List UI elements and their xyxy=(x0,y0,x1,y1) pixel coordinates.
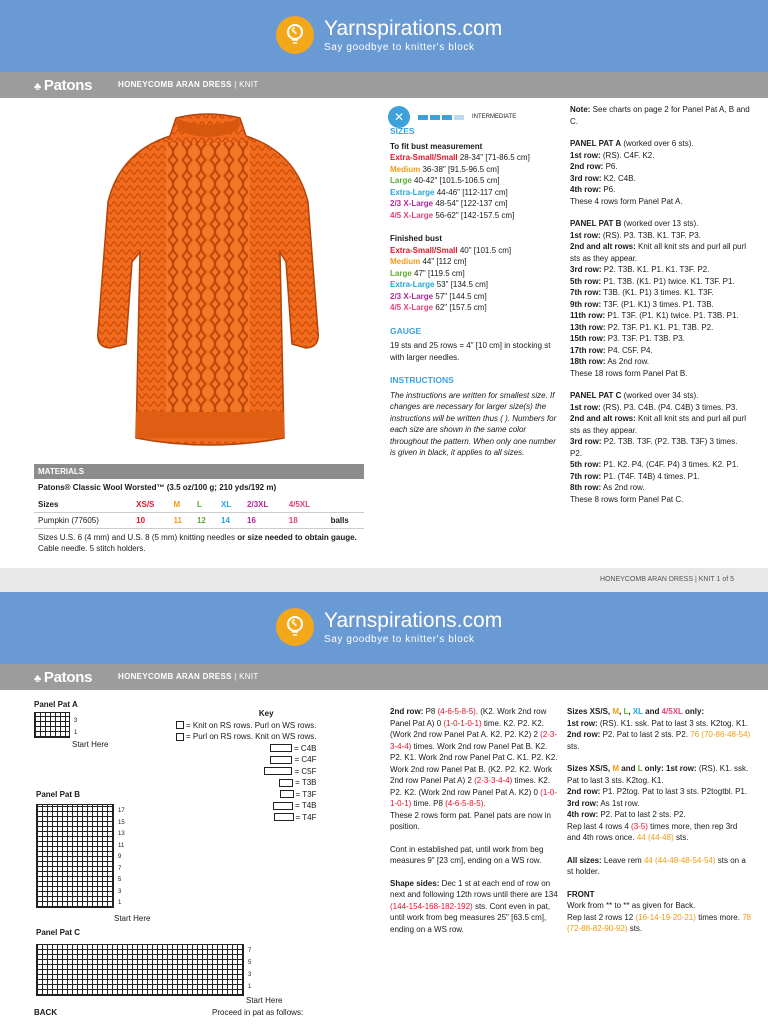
armhole-instructions: Sizes XS/S, M, L, XL and 4/5XL only: 1st row: (RS). K1. ssk. Pat to last 3 sts. K2tog. K1. 2nd row: P2. Pat to last 2 sts. P2. 76 (70-86-48-54) sts. Sizes XS/S, M and L only: 1st row: (RS). K1. ssk. Pat to last 3 sts. K2tog. K1. 2nd row: P1. P2tog. Pat to last 3 sts. P2togtbl. P1. 3rd row: As 1st row. 4th row: P2. Pat to last 2 sts. P2. Rep last 4 rows 4 (3-5) times more, then rep 3rd and 4th rows once. 44 (44-48) sts. All sizes: Leave rem 44 (44-48-48-54-54) sts on a st holder. FRONT Work from ** to ** as given for Back. Rep last 2 rows 12 (16-14-19-20-21) times more. 78 (72-88-82-90-92) sts. xyxy=(567,707,752,933)
pattern-row: 4th row: P6. xyxy=(570,185,616,194)
chart-row-number: 13 xyxy=(118,831,125,837)
materials-heading: MATERIALS xyxy=(34,464,364,479)
chart-row-number: 5 xyxy=(118,877,122,883)
chart-symbol-icon xyxy=(270,756,292,764)
chart-key: Key = Knit on RS rows. Purl on WS rows. = Purl on RS rows. Knit on WS rows. = C4B = C4F = C5F = T3B = T3F = T4B = T4F xyxy=(176,708,317,823)
chart-symbol-icon xyxy=(176,721,184,729)
pattern-row: 17th row: P4. C5F. P4. xyxy=(570,345,653,355)
gauge-heading: GAUGE xyxy=(390,325,422,336)
yarnspirations-logo[interactable]: Yarnspirations.com Say goodbye to knitter's block xyxy=(276,608,502,646)
instructions-text: The instructions are written for smallest size. If changes are necessary for larger size(s) the instructions will be written thus ( ). Numbers for each size are shown in the same color throughout the pattern. When only one number is given in black, it applies to all sizes. xyxy=(390,390,557,457)
patons-logo-icon: ♣ xyxy=(34,81,41,93)
pattern-row: 5th row: P1. K2. P4. (C4F. P4) 3 times. K2. P1. xyxy=(570,460,739,469)
pattern-row: 8th row: As 2nd row. xyxy=(570,483,645,492)
chart-b-grid xyxy=(36,804,114,908)
pattern-row: 11th row: P1. T3F. (P1. K1) twice. P1. T3B. P1. xyxy=(570,311,739,320)
pattern-row: 18th row: As 2nd row. xyxy=(570,357,650,366)
lightbulb-icon xyxy=(276,16,314,54)
chart-row-number: 17 xyxy=(118,808,125,814)
chart-row-number: 3 xyxy=(118,888,122,895)
table-row: Pumpkin (77605) 10 11 12 14 16 18 balls xyxy=(34,512,364,528)
chart-row-number: 7 xyxy=(118,865,122,872)
chart-symbol-icon xyxy=(270,744,292,752)
skill-level: ✕ INTERMEDIATE xyxy=(388,106,516,128)
patons-logo-icon: ♣ xyxy=(34,673,41,685)
pattern-row: 1st row: (RS). P3. T3B. K1. T3F. P3. xyxy=(570,230,701,240)
sizes-column: SIZES To fit bust measurement Extra-Small/Small 28-34" [71-86.5 cm] Medium 36-38" [91.5-96.5 cm] Large 40-42" [101.5-106.5 cm] Extra-Large 44-46" [112-117 cm] 2/3 X-Large 48-54" [122-137 cm] 4/5 X-Large 56-62" [142-157.5 cm] Finished bust Extra-Small/Small 40" [101.5 cm] Medium 44" [112 cm] Large 47" [119.5 cm] Extra-Large 53" [134.5 cm] 2/3 X-Large 57" [144.5 cm] 4/5 X-Large 62" [157.5 cm] GAUGE 19 sts and 25 rows = 4" [10 cm] in stocking st with larger needles. INSTRUCTIONS The instructions are written for smallest size. If changes are necessary for larger size(s) the instructions will be written thus ( ). Numbers for each size are shown in the same color throughout the pattern. When only one number is given in black, it applies to all sizes. xyxy=(390,126,560,459)
sizes-heading: SIZES xyxy=(390,126,415,136)
materials-panel xyxy=(34,464,364,558)
key-item: = C4F xyxy=(176,754,317,766)
chart-a-grid xyxy=(34,712,70,738)
chart-row-number: 9 xyxy=(118,854,122,860)
pattern-row: 15th row: P3. T3F. P1. T3B. P3. xyxy=(570,334,685,343)
pattern-row: 2nd row: P6. xyxy=(570,162,618,171)
logo-tagline: Say goodbye to knitter's block xyxy=(324,41,475,53)
chart-row-number: 1 xyxy=(118,900,122,906)
chart-symbol-icon xyxy=(279,779,293,787)
needles-text: Sizes U.S. 6 (4 mm) and U.S. 8 (5 mm) knitting needles or size needed to obtain gauge. Cable needle. 5 stitch holders. xyxy=(38,532,357,553)
gauge-text: 19 sts and 25 rows = 4" [10 cm] in stocking st with larger needles. xyxy=(390,341,551,362)
sweater-image xyxy=(96,112,320,454)
yarn-table: Sizes XS/S M L XL 2/3XL 4/5XL Pumpkin (77605) 10 11 12 14 16 18 balls xyxy=(34,497,364,529)
pattern-row: 3rd row: P2. T3B. K1. P1. K1. T3F. P2. xyxy=(570,265,710,274)
chart-a-title: Panel Pat A xyxy=(34,700,78,709)
chart-symbol-icon xyxy=(264,767,292,775)
chart-symbol-icon xyxy=(280,790,294,798)
chart-row-number: 11 xyxy=(118,842,125,849)
back-instructions: 2nd row: P8 (4-6-5-8-5). (K2. Work 2nd row Panel Pat A) 0 (1-0-1-0-1) time. K2. P2. K2. (Work 2nd row Panel Pat A. K2. P2. K2) 2 (2-3-3-4-4) times. Work 2nd row Panel Pat B. K2. P2. K1. Work 2nd row Panel Pat C. K1. P2. K2. Work 2nd row Panel Pat B. (K2. P2. K2. Work 2nd row Panel Pat A) 2 (2-3-3-4-4) times. K2. P2. K2. (Work 2nd row Panel Pat A. K2) 0 (1-0-1-0-1) time. P8 (4-6-5-8-5). These 2 rows form pat. Panel pats are now in position. Cont in established pat, until work from beg measures 9" [23 cm], ending on a WS row. Shape sides: Dec 1 st at each end of row on next and following 12th rows until there are 134 (144-154-168-182-192) sts. Cont even in pat, until work from beg measures 25" [63.5 cm], ending on a WS row. xyxy=(390,707,558,934)
chart-c-title: Panel Pat C xyxy=(36,928,81,937)
title-bar xyxy=(0,72,768,98)
key-item: = T4F xyxy=(176,812,317,824)
pattern-row: 1st row: (RS). C4F. K2. xyxy=(570,150,655,160)
title-bar-page2: ♣ Patons HONEYCOMB ARAN DRESS | KNIT xyxy=(0,664,768,690)
logo-name: Yarnspirations.com xyxy=(324,16,503,40)
chart-row-number: 15 xyxy=(118,819,125,826)
yarn-name: Patons® Classic Wool Worsted™ (3.5 oz/100 g; 210 yds/192 m) xyxy=(38,483,277,492)
pattern-row: 2nd and alt rows: Knit all knit sts and purl all purl sts as they appear. xyxy=(570,414,747,435)
instructions-heading: INSTRUCTIONS xyxy=(390,375,454,385)
lightbulb-icon xyxy=(276,608,314,646)
panel-pattern-column: Note: See charts on page 2 for Panel Pat A, B and C. PANEL PAT A (worked over 6 sts). 1st row: (RS). C4F. K2. 2nd row: P6. 3rd row: K2. C4B. 4th row: P6. These 4 rows form Panel Pat A. PANEL PAT B (worked over 13 sts). 1st row: (RS). P3. T3B. K1. T3F. P3. 2nd and alt rows: Knit all knit sts and purl all purl sts as they appear. 3rd row: P2. T3B. K1. P1. K1. T3F. P2. 5th row: P1. T3B. (K1. P1) twice. K1. T3F. P1. 7th row: T3B. (K1. P1) 3 times. K1. T3F. 9th row: T3F. (P1. K1) 3 times. P1. T3B. 11th row: P1. T3F. (P1. K1) twice. P1. T3B. P1. 13th row: P2. T3F. P1. K1. P1. T3B. P2. 15th row: P3. T3F. P1. T3B. P3. 17th row: P4. C5F. P4. 18th row: As 2nd row. These 18 rows form Panel Pat B. PANEL PAT C (worked over 34 sts). 1st row: (RS). P3. C4B. (P4. C4B) 3 times. P3. 2nd and alt rows: Knit all knit sts and purl all purl sts as they appear. 3rd row: P2. T3B. T3F. (P2. T3B. T3F) 3 times. P2. 5th row: P1. K2. P4. (C4F. P4) 3 times. K2. P1. 7th row: P1. (T4F. T4B) 4 times. P1. 8th row: As 2nd row. These 8 rows form Panel Pat C. xyxy=(570,105,750,504)
pattern-row: 3rd row: K2. C4B. xyxy=(570,173,636,183)
knitting-needles-icon: ✕ xyxy=(388,106,410,128)
pattern-row: 2nd and alt rows: Knit all knit sts and purl all purl sts as they appear. xyxy=(570,242,747,263)
pattern-row: 3rd row: P2. T3B. T3F. (P2. T3B. T3F) 3 times. P2. xyxy=(570,437,738,458)
pattern-title: HONEYCOMB ARAN DRESS | KNIT xyxy=(118,80,259,89)
key-item: = T3F xyxy=(176,789,317,801)
yarnspirations-logo[interactable] xyxy=(276,16,502,54)
key-item: = T4B xyxy=(176,800,317,812)
chart-symbol-icon xyxy=(274,813,294,821)
key-item: = C5F xyxy=(176,766,317,778)
chart-row-number: 3 xyxy=(248,972,252,978)
pattern-row: 13th row: P2. T3F. P1. K1. P1. T3B. P2. xyxy=(570,322,714,332)
chart-row-number: 5 xyxy=(248,960,252,966)
chart-b-title: Panel Pat B xyxy=(36,790,81,799)
header-banner-page2 xyxy=(0,592,768,664)
page-footer: HONEYCOMB ARAN DRESS | KNIT 1 of 5 xyxy=(600,576,734,583)
pattern-row: 1st row: (RS). P3. C4B. (P4. C4B) 3 times. P3. xyxy=(570,402,738,412)
key-item: = T3B xyxy=(176,777,317,789)
chart-c-grid xyxy=(36,944,244,996)
chart-row-number: 1 xyxy=(248,984,252,990)
header-banner xyxy=(0,0,768,72)
key-item: = Knit on RS rows. Purl on WS rows. xyxy=(176,720,317,732)
pattern-row: 9th row: T3F. (P1. K1) 3 times. P1. T3B. xyxy=(570,299,714,309)
key-item: = C4B xyxy=(176,743,317,755)
chart-row-number: 7 xyxy=(248,948,252,954)
pattern-row: 7th row: P1. (T4F. T4B) 4 times. P1. xyxy=(570,471,700,481)
pattern-row: 5th row: P1. T3B. (K1. P1) twice. K1. T3F. P1. xyxy=(570,276,735,286)
chart-symbol-icon xyxy=(176,733,184,741)
key-item: = Purl on RS rows. Knit on WS rows. xyxy=(176,731,317,743)
patons-brand: ♣ Patons xyxy=(34,77,93,94)
chart-symbol-icon xyxy=(273,802,293,810)
pattern-row: 7th row: T3B. (K1. P1) 3 times. K1. T3F. xyxy=(570,288,714,297)
